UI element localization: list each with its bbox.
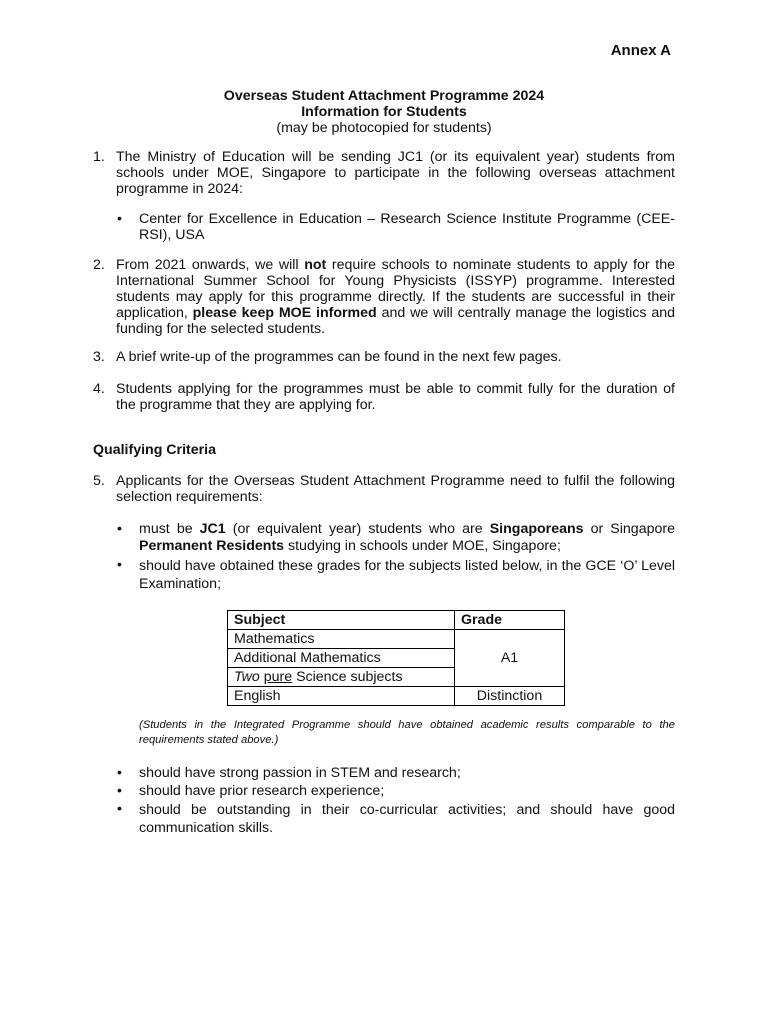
p4-number: 4. xyxy=(93,381,105,397)
p5-b1-a: must be xyxy=(139,521,200,537)
p5-bullet-2-dot: • xyxy=(117,557,122,573)
p5-b1-bold-singaporeans: Singaporeans xyxy=(489,521,584,537)
p4-text: Students applying for the programmes must be able to commit fully for the duration of the programme that they are applying for. xyxy=(116,381,675,413)
title-block xyxy=(0,88,768,136)
p5-bullet-1-dot: • xyxy=(117,521,122,537)
p5-b1-b: (or equivalent year) students who are xyxy=(225,521,490,537)
p5-number: 5. xyxy=(93,473,105,489)
p1-bullet-dot: • xyxy=(117,211,122,227)
table-cell-science-subjects: Science subjects xyxy=(296,668,403,685)
p3-number: 3. xyxy=(93,349,105,365)
table-cell-grade-a1: A1 xyxy=(455,630,565,687)
p1-text: The Ministry of Education will be sending JC1 (or its equivalent year) students from schools under MOE, Singapore to participate in the following overseas attachment programme in 2024: xyxy=(116,149,675,197)
table-cell-underline-pure: pure xyxy=(263,668,293,685)
table-cell-italic-two: Two xyxy=(234,668,260,685)
table-header-subject: Subject xyxy=(228,611,455,630)
table-row xyxy=(228,630,565,649)
grades-table xyxy=(227,610,565,706)
end-bullet-1-text: should have strong passion in STEM and research; xyxy=(139,765,461,781)
table-cell-subject: Additional Mathematics xyxy=(228,649,455,668)
p5-b1-c: or Singapore xyxy=(583,521,675,537)
p5-b1-bold-pr: Permanent Residents xyxy=(139,538,285,554)
end-bullet-2-dot: • xyxy=(117,783,122,799)
p1-bullet-text: Center for Excellence in Education – Research Science Institute Programme (CEE-RSI), USA xyxy=(139,211,675,243)
qualifying-criteria-heading: Qualifying Criteria xyxy=(93,442,216,458)
p5-bullet-1-text xyxy=(139,521,675,555)
p2-bold-not: not xyxy=(304,257,327,273)
table-header-grade: Grade xyxy=(455,611,565,630)
title-line-1: Overseas Student Attachment Programme 2024 xyxy=(223,88,545,104)
title-line-2: Information for Students xyxy=(301,104,467,120)
p2-bold-keep-moe-informed: please keep MOE informed xyxy=(192,305,377,321)
annex-label: Annex A xyxy=(610,42,671,59)
p2-text-a: From 2021 onwards, we will xyxy=(116,257,305,273)
p2-text-c: and we will centrally manage the logistics and funding for the selected students. xyxy=(116,305,676,337)
end-bullet-2-text: should have prior research experience; xyxy=(139,783,385,799)
p1-number: 1. xyxy=(93,149,105,165)
table-header-row xyxy=(228,611,565,630)
p2-number: 2. xyxy=(93,257,105,273)
p2-text xyxy=(116,257,675,337)
title-line-3: (may be photocopied for students) xyxy=(276,120,492,136)
table-cell-grade: Distinction xyxy=(455,687,565,706)
integrated-programme-note: (Students in the Integrated Programme should have obtained academic results comparable to the requirements stated above.) xyxy=(139,719,675,746)
p5-b1-bold-jc1: JC1 xyxy=(199,521,226,537)
p2-text-b: require schools to nominate students to apply for the International Summer School for Young Physicists (ISSYP) programme. Interested students may apply for this programme directly. If the students are successful in their application, xyxy=(116,257,675,321)
end-bullet-3-dot: • xyxy=(117,801,122,817)
p3-text: A brief write-up of the programmes can be found in the next few pages. xyxy=(116,349,562,365)
end-bullet-3-text: should be outstanding in their co-curricular activities; and should have good communication skills. xyxy=(139,802,675,836)
table-row xyxy=(228,687,565,706)
table-cell-subject: English xyxy=(228,687,455,706)
p5-text: Applicants for the Overseas Student Attachment Programme need to fulfil the following selection requirements: xyxy=(116,473,675,505)
end-bullet-1-dot: • xyxy=(117,765,122,781)
table-cell-subject: Mathematics xyxy=(228,630,455,649)
p5-b1-d: studying in schools under MOE, Singapore; xyxy=(284,538,561,554)
p5-bullet-2-text: should have obtained these grades for the subjects listed below, in the GCE ‘O’ Level Examination; xyxy=(139,558,675,592)
table-cell-subject xyxy=(228,668,455,687)
